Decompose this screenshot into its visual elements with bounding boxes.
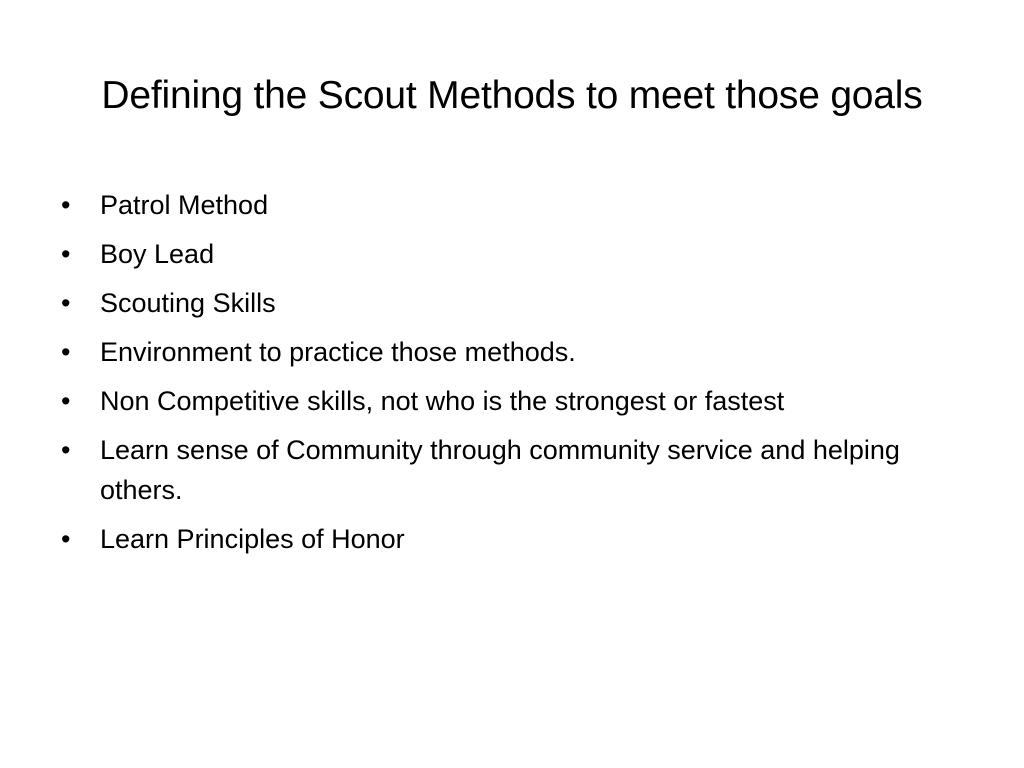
list-item xyxy=(61,381,941,421)
list-item xyxy=(61,234,941,274)
list-item-text: Scouting Skills xyxy=(100,288,276,318)
bullet-list xyxy=(61,185,941,568)
bullet-icon: • xyxy=(61,435,71,465)
bullet-icon: • xyxy=(61,337,71,367)
list-item xyxy=(61,185,941,225)
list-item-text: Boy Lead xyxy=(100,239,215,269)
bullet-icon: • xyxy=(61,190,71,220)
list-item xyxy=(61,332,941,372)
bullet-icon: • xyxy=(61,386,71,416)
slide-title: Defining the Scout Methods to meet those goals xyxy=(101,74,923,117)
list-item-text: Environment to practice those methods. xyxy=(100,337,576,367)
bullet-icon: • xyxy=(61,524,71,554)
list-item-text: Non Competitive skills, not who is the strongest or fastest xyxy=(100,386,785,416)
list-item-text: Patrol Method xyxy=(100,190,269,220)
list-item xyxy=(61,519,941,559)
list-item xyxy=(61,430,941,510)
list-item-text: Learn sense of Community through community service and helping others. xyxy=(100,435,900,505)
bullet-icon: • xyxy=(61,288,71,318)
list-item-text: Learn Principles of Honor xyxy=(100,524,405,554)
list-item xyxy=(61,283,941,323)
bullet-icon: • xyxy=(61,239,71,269)
